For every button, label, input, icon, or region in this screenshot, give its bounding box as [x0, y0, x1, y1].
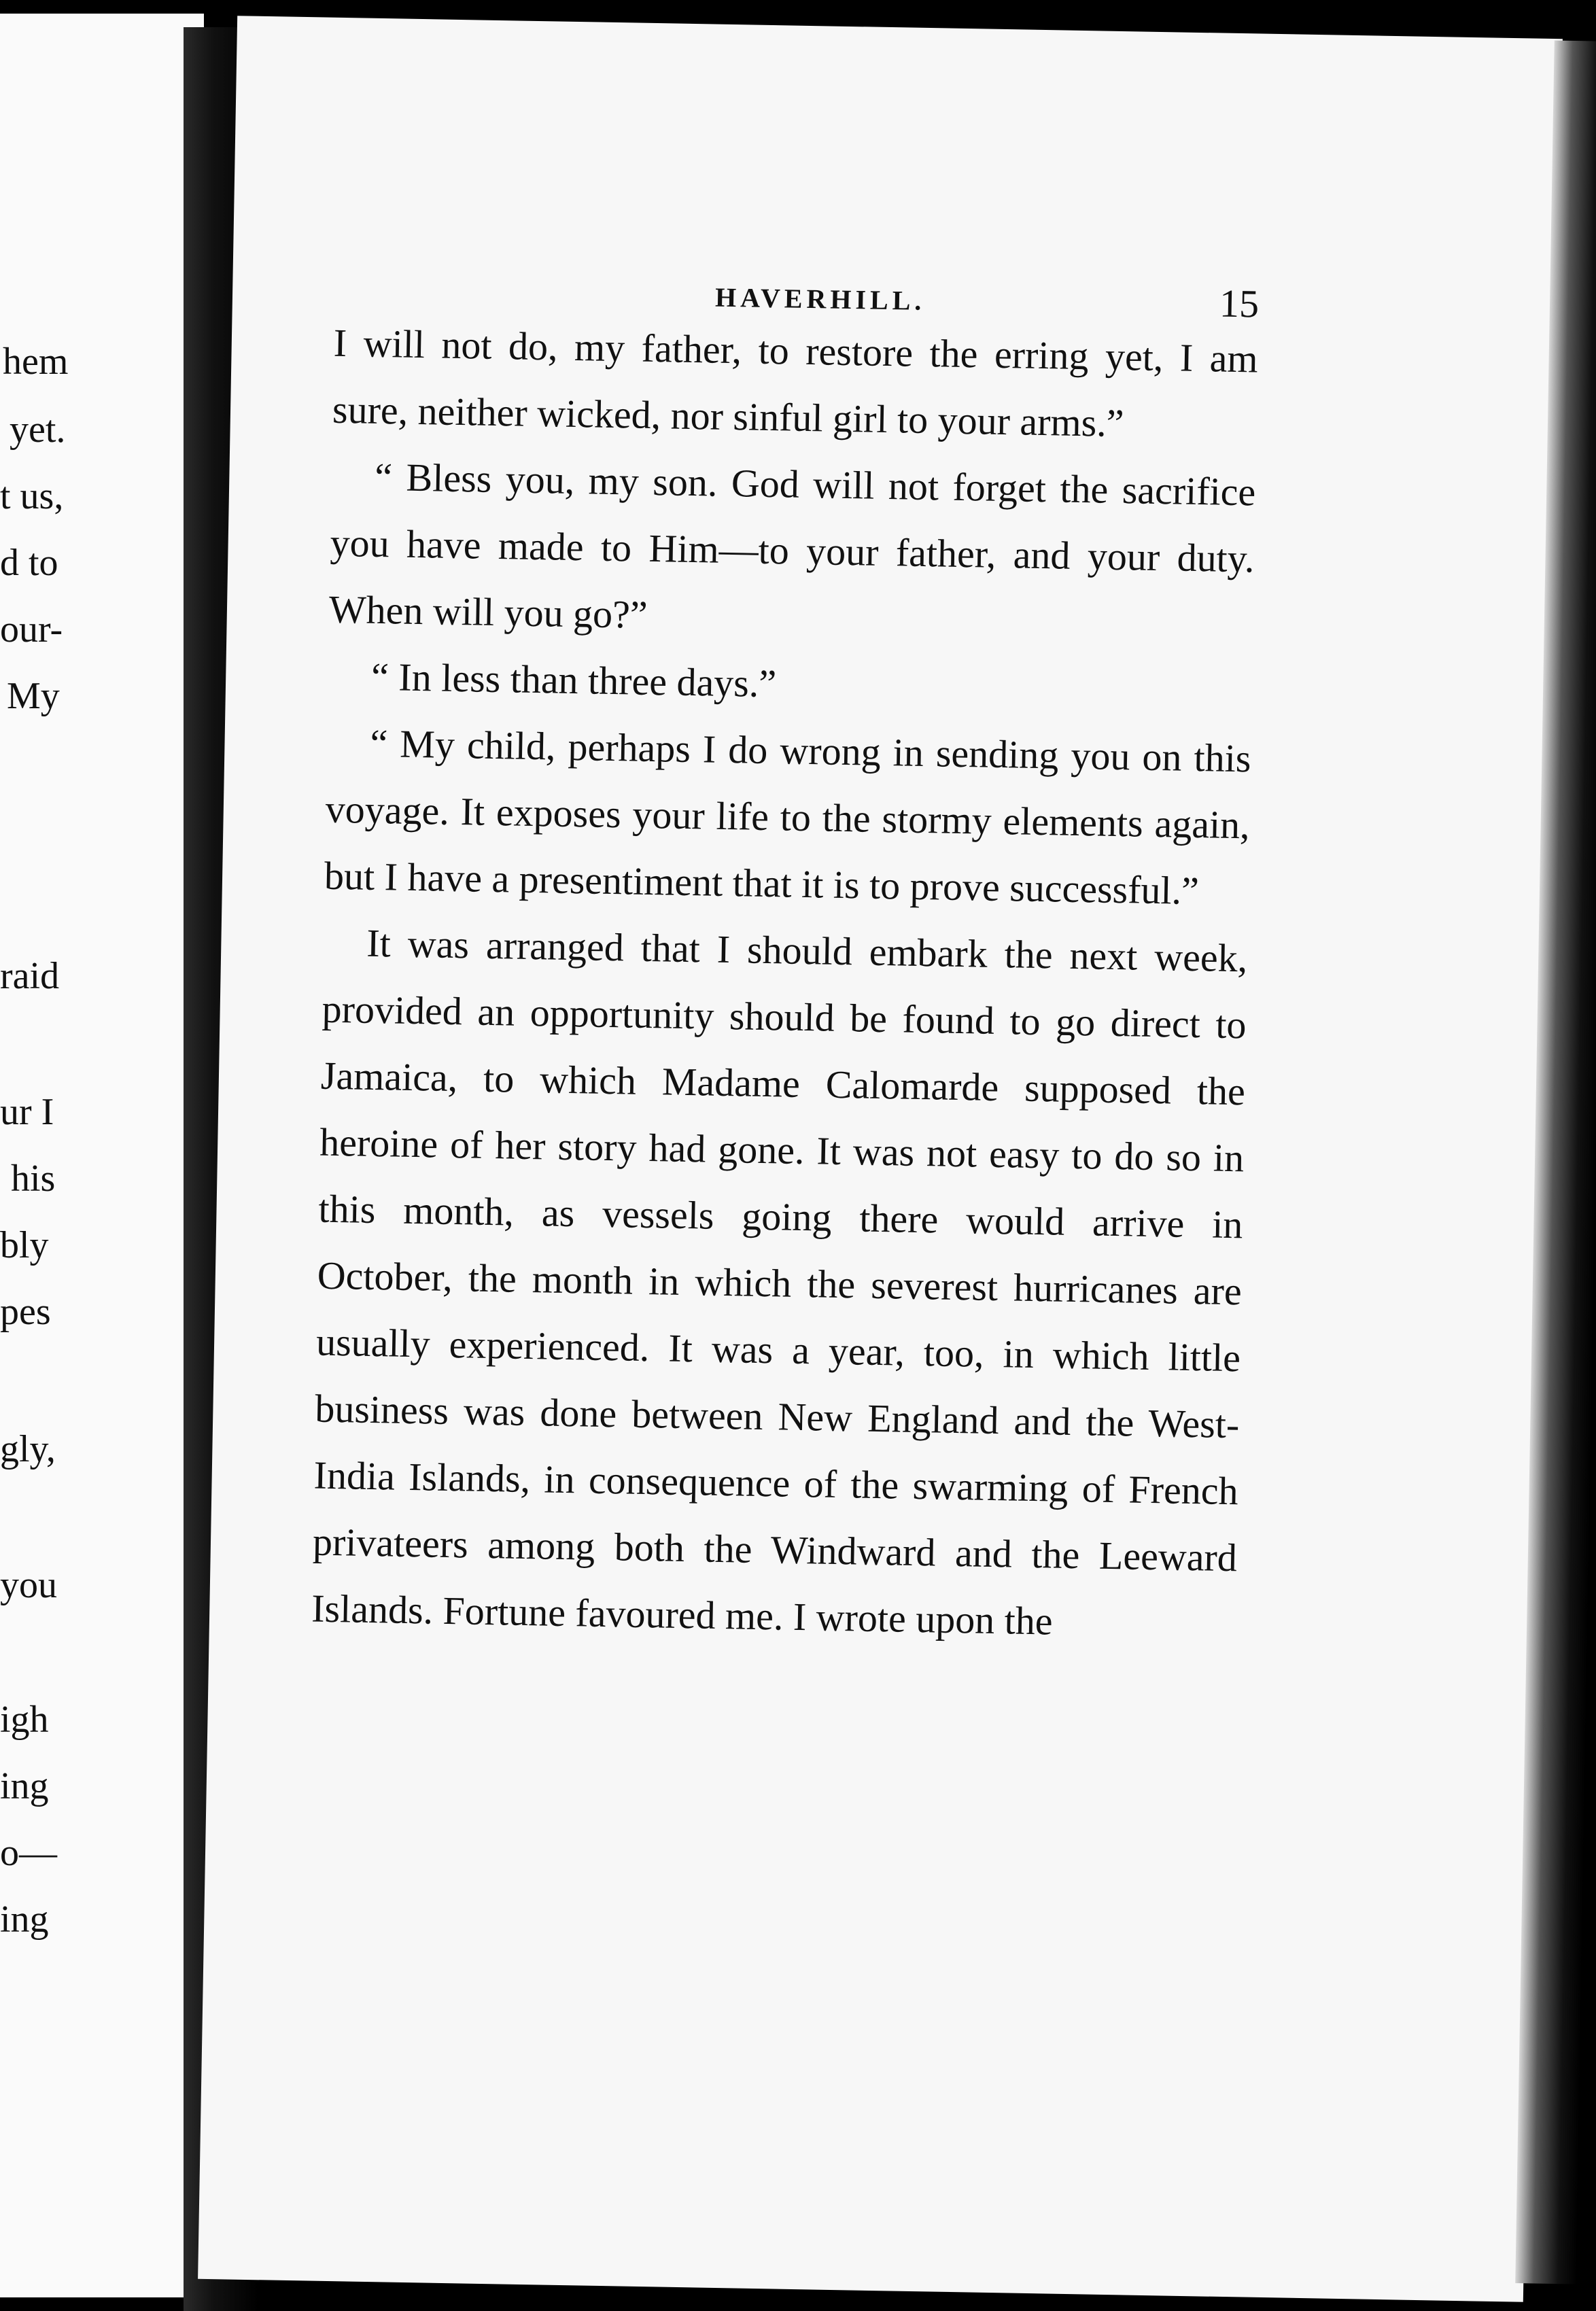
page-number: 15: [1219, 281, 1260, 326]
facing-line-fragment: bly: [0, 1224, 49, 1266]
paragraph: “ In less than three days.”: [370, 654, 777, 706]
page-content: [311, 249, 1260, 1658]
facing-page: [0, 14, 204, 2297]
paragraph: “ Bless you, my son. God will not forget the sacrifice you have made to Him—to your father, and your duty. When will you go?”: [328, 454, 1256, 637]
facing-line-fragment: My: [7, 675, 60, 717]
body-text: [311, 310, 1258, 1658]
book-page: [198, 16, 1563, 2302]
facing-line-fragment: t us,: [0, 475, 64, 517]
facing-line-fragment: pes: [0, 1291, 51, 1333]
facing-line-fragment: o—: [0, 1832, 57, 1874]
facing-line-fragment: hem: [3, 341, 69, 383]
facing-line-fragment: d to: [0, 542, 58, 584]
facing-line-fragment: raid: [0, 955, 60, 997]
facing-line-fragment: gly,: [0, 1428, 56, 1470]
paragraph: “ My child, perhaps I do wrong in sending you on this voyage. It exposes your life to the stormy elements again, but I have a presentiment that it is to prove successful.”: [324, 720, 1251, 914]
paragraph: I will not do, my father, to restore the erring yet, I am sure, neither wicked, nor sinful girl to your arms.”: [332, 320, 1259, 446]
facing-page-text: [0, 14, 204, 2297]
facing-line-fragment: our-: [0, 608, 63, 650]
facing-line-fragment: ur I: [0, 1091, 54, 1133]
facing-line-fragment: igh: [0, 1699, 49, 1741]
facing-line-fragment: yet.: [10, 409, 66, 451]
running-title: HAVERHILL.: [714, 281, 926, 316]
paragraph: It was arranged that I should embark the next week, provided an opportunity should be found to go direct to Jamaica, to which Madame Calomarde supposed the heroine of her story had gone. It was not easy to do so in this month, as vessels going there would arrive in October, the month in which the severest hurricanes are usually experienced. It was a year, too, in which little business was done between New England and the West-India Islands, in consequence of the swarming of French privateers among both the Windward and the Leeward Islands. Fortune favoured me. I wrote upon the: [311, 920, 1248, 1644]
facing-line-fragment: ing: [0, 1898, 49, 1941]
facing-line-fragment: his: [11, 1158, 56, 1200]
facing-line-fragment: you: [0, 1564, 57, 1606]
facing-line-fragment: ing: [0, 1765, 49, 1807]
